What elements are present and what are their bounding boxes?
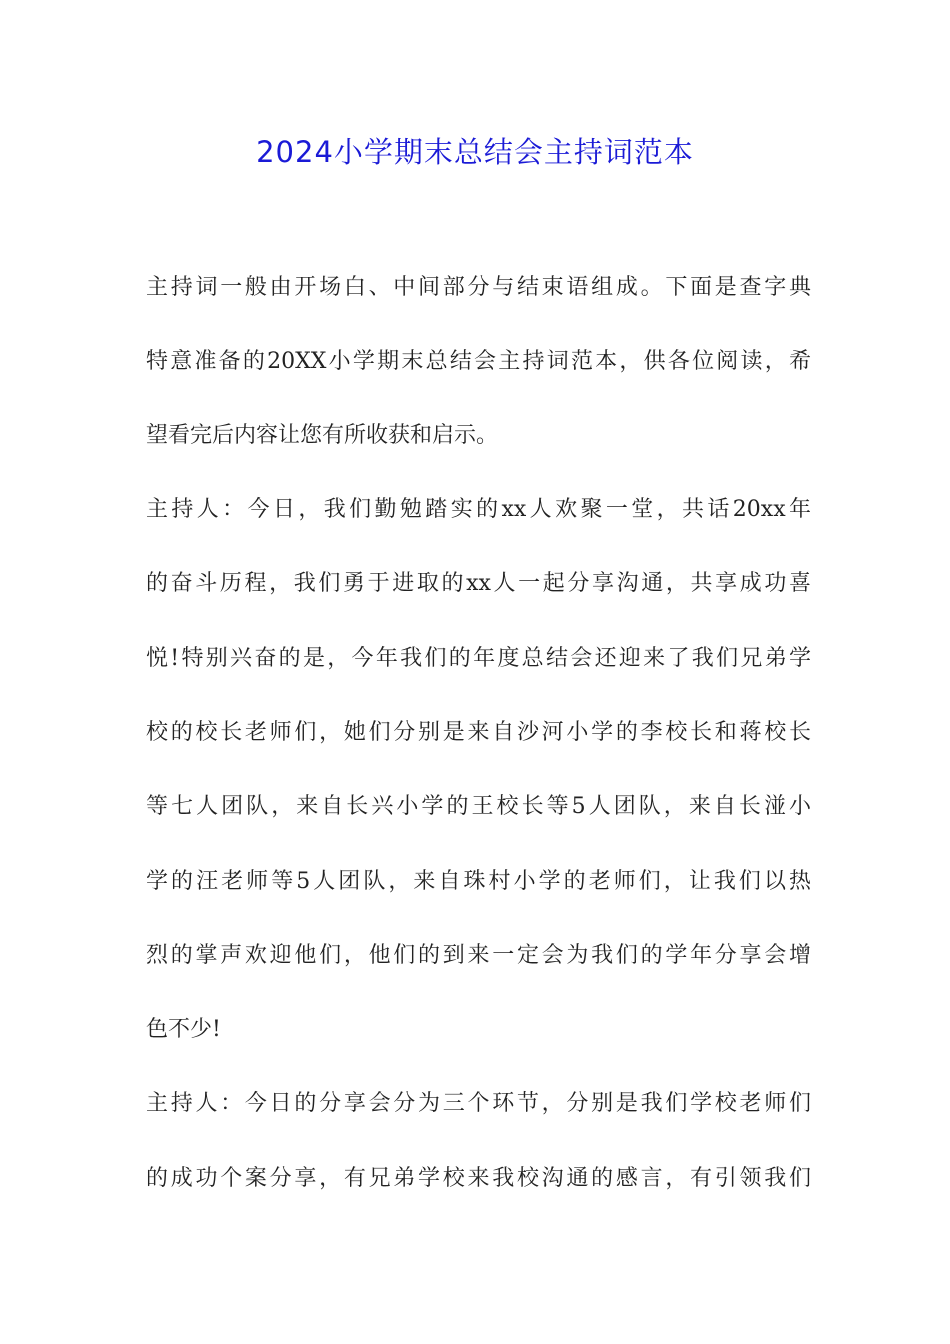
paragraph-line: 等七人团队，来自长兴小学的王校长等5人团队，来自长湴小 [146,794,811,819]
paragraph-line: 色不少! [146,1017,221,1042]
paragraph-line: 烈的掌声欢迎他们，他们的到来一定会为我们的学年分享会增 [146,943,811,968]
paragraph-line: 的奋斗历程，我们勇于进取的xx人一起分享沟通，共享成功喜 [146,571,811,596]
paragraph-line: 主持人：今日，我们勤勉踏实的xx人欢聚一堂，共话20xx年 [146,497,811,522]
paragraph-line: 悦!特别兴奋的是，今年我们的年度总结会还迎来了我们兄弟学 [146,646,811,671]
paragraph-line: 学的汪老师等5人团队，来自珠村小学的老师们，让我们以热 [146,869,811,894]
paragraph-line: 主持词一般由开场白、中间部分与结束语组成。下面是查字典 [146,275,811,300]
document-title: 2024小学期末总结会主持词范本 [256,135,694,169]
paragraph-line: 校的校长老师们，她们分别是来自沙河小学的李校长和蒋校长 [146,720,811,745]
paragraph-line: 主持人：今日的分享会分为三个环节，分别是我们学校老师们 [146,1091,811,1116]
paragraph-line: 望看完后内容让您有所收获和启示。 [146,423,499,448]
paragraph-line: 的成功个案分享，有兄弟学校来我校沟通的感言，有引领我们 [146,1166,811,1191]
paragraph-line: 特意准备的20XX小学期末总结会主持词范本，供各位阅读，希 [146,349,811,374]
